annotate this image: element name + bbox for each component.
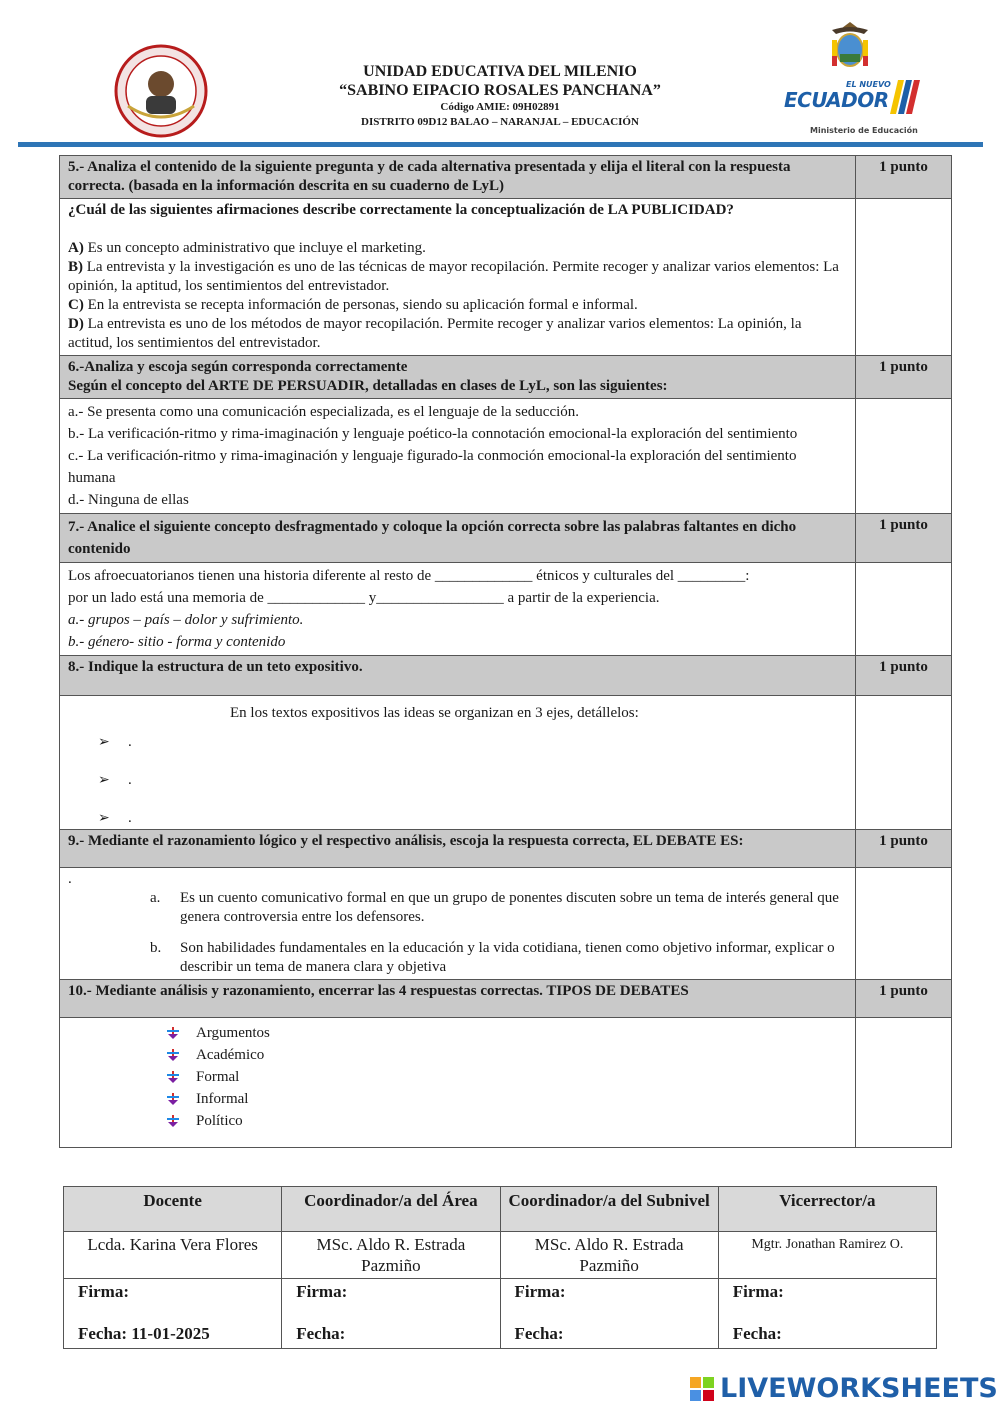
- question-6-points: 1 punto: [856, 356, 952, 399]
- question-5-option-d[interactable]: D) La entrevista es uno de los métodos de mayor recopilación. Permite recoger y analizar varios elementos: La opinión, la actitud, los sentimientos del entrevistador.: [68, 316, 802, 351]
- arrow-bullet-icon: [166, 1026, 180, 1040]
- question-6-option-a[interactable]: a.- Se presenta como una comunicación especializada, es el lenguaje de la seducción.: [68, 404, 580, 420]
- signature-cell[interactable]: Firma: Fecha:: [718, 1279, 936, 1349]
- question-6-header: [60, 356, 952, 399]
- signature-header: Coordinador/a del Subnivel: [500, 1187, 718, 1232]
- debate-type-option[interactable]: Académico: [166, 1044, 847, 1066]
- question-5-answer-cell[interactable]: [856, 199, 952, 356]
- question-5-points: 1 punto: [856, 156, 952, 199]
- signature-header-row: [64, 1187, 937, 1232]
- amie-code: Código AMIE: 09H02891: [440, 101, 560, 113]
- answer-line[interactable]: ➢ .: [98, 772, 132, 788]
- question-5-body: [60, 199, 952, 356]
- question-10-prompt: 10.- Mediante análisis y razonamiento, encerrar las 4 respuestas correctas. TIPOS DE DEBATES: [60, 980, 856, 1018]
- question-8-prompt: 8.- Indique la estructura de un teto expositivo.: [60, 656, 856, 696]
- question-7-header: [60, 514, 952, 563]
- signer-name: Mgtr. Jonathan Ramirez O.: [718, 1232, 936, 1279]
- document-header: [0, 0, 999, 150]
- signature-header: Vicerrector/a: [718, 1187, 936, 1232]
- header-divider: [18, 142, 983, 147]
- question-6-option-b[interactable]: b.- La verificación-ritmo y rima-imaginación y lenguaje poético-la connotación emocional-la exploración del sentimiento: [68, 426, 798, 442]
- arrow-bullet-icon: [166, 1092, 180, 1106]
- question-9-prompt: 9.- Mediante el razonamiento lógico y el respectivo análisis, escoja la respuesta correcta, EL DEBATE ES:: [60, 830, 856, 868]
- arrow-bullet-icon: ➢: [98, 735, 110, 750]
- question-7-option-b[interactable]: b.- género- sitio - forma y contenido: [68, 634, 286, 650]
- flag-stripes-icon: [890, 80, 920, 114]
- question-10-points: 1 punto: [856, 980, 952, 1018]
- signature-cell[interactable]: Firma: Fecha: 11-01-2025: [64, 1279, 282, 1349]
- question-5-text: ¿Cuál de las siguientes afirmaciones describe correctamente la conceptualización de LA PUBLICIDAD?: [68, 202, 734, 218]
- district-line: DISTRITO 09D12 BALAO – NARANJAL – EDUCACIÓN: [361, 116, 639, 128]
- question-8-body: [60, 696, 952, 830]
- question-7-text-line2: por un lado está una memoria de _____________ y_________________ a partir de la experiencia.: [68, 590, 660, 606]
- question-9-body: [60, 868, 952, 980]
- signature-cell[interactable]: Firma: Fecha:: [500, 1279, 718, 1349]
- question-8-instruction: En los textos expositivos las ideas se organizan en 3 ejes, detállelos:: [230, 705, 639, 721]
- ministry-logo: [776, 20, 926, 138]
- question-9-header: [60, 830, 952, 868]
- arrow-bullet-icon: [166, 1070, 180, 1084]
- question-6-body: [60, 399, 952, 514]
- question-5-option-b[interactable]: B) La entrevista y la investigación es uno de las técnicas de mayor recopilación. Permite recoger y analizar varios elementos: La opinión, la aptitud, los sentimientos del entrevistador.: [68, 259, 839, 294]
- signature-cell[interactable]: Firma: Fecha:: [282, 1279, 500, 1349]
- questions-table: [59, 155, 952, 1148]
- signer-name: MSc. Aldo R. Estrada Pazmiño: [500, 1232, 718, 1279]
- ministry-wordmark: ECUADOR: [784, 88, 889, 112]
- question-5-option-a[interactable]: A) Es un concepto administrativo que incluye el marketing.: [68, 240, 426, 256]
- ministry-tagline: EL NUEVO: [846, 80, 891, 89]
- school-name-line1: UNIDAD EDUCATIVA DEL MILENIO: [363, 63, 637, 80]
- question-9-answer-cell[interactable]: [856, 868, 952, 980]
- debate-type-option[interactable]: Argumentos: [166, 1022, 847, 1044]
- liveworksheets-logo-icon: [690, 1377, 714, 1401]
- answer-line[interactable]: ➢ .: [98, 734, 132, 750]
- debate-type-option[interactable]: Formal: [166, 1066, 847, 1088]
- question-10-body: [60, 1018, 952, 1148]
- signature-sign-row: [64, 1279, 937, 1349]
- question-8-answer-cell[interactable]: [856, 696, 952, 830]
- signature-header: Coordinador/a del Área: [282, 1187, 500, 1232]
- question-8-answer-list: [68, 723, 847, 827]
- question-9-points: 1 punto: [856, 830, 952, 868]
- debate-type-option[interactable]: Informal: [166, 1088, 847, 1110]
- question-5-option-c[interactable]: C) En la entrevista se recepta información de personas, siendo su aplicación formal e informal.: [68, 297, 638, 313]
- question-7-text-line1: Los afroecuatorianos tienen una historia diferente al resto de _____________ étnicos y culturales del _________:: [68, 568, 750, 584]
- ministry-name: Ministerio de Educación: [810, 126, 918, 135]
- question-5-prompt: 5.- Analiza el contenido de la siguiente pregunta y de cada alternativa presentada y elija el literal con la respuesta correcta. (basada en la información descrita en su cuaderno de LyL): [60, 156, 856, 199]
- question-10-options: [166, 1020, 847, 1132]
- school-seal-icon: [114, 44, 208, 138]
- question-5-header: [60, 156, 952, 199]
- signer-name: Lcda. Karina Vera Flores: [64, 1232, 282, 1279]
- arrow-bullet-icon: [166, 1114, 180, 1128]
- question-8-points: 1 punto: [856, 656, 952, 696]
- school-name-line2: “SABINO EIPACIO ROSALES PANCHANA”: [339, 82, 661, 99]
- question-7-body: [60, 563, 952, 656]
- arrow-bullet-icon: ➢: [98, 773, 110, 788]
- signature-header: Docente: [64, 1187, 282, 1232]
- coat-of-arms-icon: [824, 20, 876, 72]
- liveworksheets-wordmark: LIVEWORKSHEETS: [720, 1373, 998, 1404]
- question-10-answer-cell[interactable]: [856, 1018, 952, 1148]
- question-9-option-a[interactable]: a. Es un cuento comunicativo formal en que un grupo de ponentes discuten sobre un tema de interés general que genera controversia entre los defensores.: [150, 890, 839, 925]
- arrow-bullet-icon: [166, 1048, 180, 1062]
- debate-type-option[interactable]: Político: [166, 1110, 847, 1132]
- question-9-option-b[interactable]: b. Son habilidades fundamentales en la educación y la vida cotidiana, tienen como objetivo informar, explicar o describir un tema de manera clara y objetiva: [150, 940, 835, 975]
- question-7-option-a[interactable]: a.- grupos – país – dolor y sufrimiento.: [68, 612, 304, 628]
- school-titles: [240, 62, 760, 130]
- signature-names-row: [64, 1232, 937, 1279]
- arrow-bullet-icon: ➢: [98, 811, 110, 826]
- signature-table: [63, 1186, 937, 1349]
- question-7-prompt: 7.- Analice el siguiente concepto desfragmentado y coloque la opción correcta sobre las palabras faltantes en dicho contenido: [60, 514, 856, 563]
- question-6-answer-cell[interactable]: [856, 399, 952, 514]
- question-8-header: [60, 656, 952, 696]
- liveworksheets-brand[interactable]: [690, 1373, 998, 1405]
- question-7-points: 1 punto: [856, 514, 952, 563]
- signer-name: MSc. Aldo R. Estrada Pazmiño: [282, 1232, 500, 1279]
- question-6-option-c[interactable]: c.- La verificación-ritmo y rima-imaginación y lenguaje figurado-la conmoción emocional-la exploración del sentimiento humana: [68, 448, 797, 486]
- question-6-prompt-line2: Según el concepto del ARTE DE PERSUADIR, detalladas en clases de LyL, son las siguientes:: [68, 378, 668, 394]
- question-9-lead: .: [68, 871, 72, 887]
- question-10-header: [60, 980, 952, 1018]
- question-9-options: [150, 889, 847, 977]
- question-6-prompt-line1: 6.-Analiza y escoja según corresponda correctamente: [68, 359, 408, 375]
- question-7-answer-cell[interactable]: [856, 563, 952, 656]
- answer-line[interactable]: ➢ .: [98, 810, 132, 826]
- question-6-option-d[interactable]: d.- Ninguna de ellas: [68, 492, 189, 508]
